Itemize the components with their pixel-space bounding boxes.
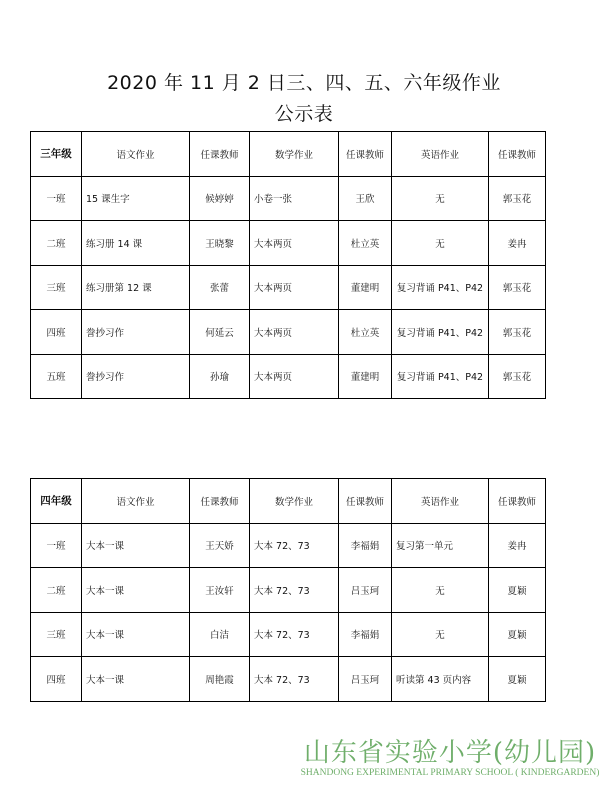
column-header: 数学作业 (250, 132, 339, 177)
teacher-cell: 王汝轩 (190, 568, 250, 613)
table-row (31, 354, 546, 399)
document-subtitle: 公示表 (274, 103, 334, 125)
chinese-homework-cell: 大本一课 (82, 612, 190, 657)
teacher-cell: 郭玉花 (489, 354, 546, 399)
table-row (31, 523, 546, 568)
column-header: 英语作业 (392, 132, 489, 177)
school-name-chinese: 山东省实验小学(幼儿园) (303, 738, 597, 768)
teacher-cell: 周艳霞 (190, 657, 250, 702)
column-header: 任课教师 (190, 132, 250, 177)
teacher-cell: 李福娟 (339, 523, 392, 568)
school-name-english: SHANDONG EXPERIMENTAL PRIMARY SCHOOL ( KINDERGARDEN) (300, 768, 600, 778)
math-homework-cell: 大本 72、73 (250, 612, 339, 657)
chinese-homework-cell: 大本一课 (82, 523, 190, 568)
column-header: 任课教师 (489, 132, 546, 177)
chinese-homework-cell: 大本一课 (82, 568, 190, 613)
chinese-homework-cell: 大本一课 (82, 657, 190, 702)
teacher-cell: 姜冉 (489, 523, 546, 568)
teacher-cell: 姜冉 (489, 221, 546, 266)
teacher-cell: 王天娇 (190, 523, 250, 568)
table-row (31, 310, 546, 355)
english-homework-cell: 无 (392, 568, 489, 613)
teacher-cell: 杜立英 (339, 221, 392, 266)
table-row (31, 176, 546, 221)
teacher-cell: 王欣 (339, 176, 392, 221)
chinese-homework-cell: 誊抄习作 (82, 310, 190, 355)
english-homework-cell: 复习背诵 P41、P42 (392, 265, 489, 310)
english-homework-cell: 听读第 43 页内容 (392, 657, 489, 702)
column-header: 任课教师 (339, 132, 392, 177)
class-cell: 一班 (31, 176, 82, 221)
math-homework-cell: 小卷一张 (250, 176, 339, 221)
teacher-cell: 董建明 (339, 265, 392, 310)
grade-header: 三年级 (31, 132, 82, 177)
column-header: 任课教师 (339, 479, 392, 524)
math-homework-cell: 大本两页 (250, 221, 339, 266)
class-cell: 五班 (31, 354, 82, 399)
class-cell: 三班 (31, 265, 82, 310)
column-header: 数学作业 (250, 479, 339, 524)
teacher-cell: 吕玉珂 (339, 568, 392, 613)
teacher-cell: 候婷婷 (190, 176, 250, 221)
document-title: 2020 年 11 月 2 日三、四、五、六年级作业 (107, 72, 501, 94)
class-cell: 四班 (31, 657, 82, 702)
column-header: 语文作业 (82, 132, 190, 177)
english-homework-cell: 无 (392, 221, 489, 266)
table-header-row (31, 132, 546, 177)
teacher-cell: 杜立英 (339, 310, 392, 355)
math-homework-cell: 大本两页 (250, 310, 339, 355)
teacher-cell: 吕玉珂 (339, 657, 392, 702)
math-homework-cell: 大本 72、73 (250, 568, 339, 613)
class-cell: 三班 (31, 612, 82, 657)
column-header: 英语作业 (392, 479, 489, 524)
class-cell: 二班 (31, 221, 82, 266)
english-homework-cell: 复习第一单元 (392, 523, 489, 568)
teacher-cell: 王晓黎 (190, 221, 250, 266)
chinese-homework-cell: 练习册第 12 课 (82, 265, 190, 310)
class-cell: 四班 (31, 310, 82, 355)
teacher-cell: 李福娟 (339, 612, 392, 657)
teacher-cell: 郭玉花 (489, 310, 546, 355)
teacher-cell: 孙瑜 (190, 354, 250, 399)
grade4-homework-table (30, 478, 546, 702)
teacher-cell: 夏颖 (489, 612, 546, 657)
column-header: 任课教师 (190, 479, 250, 524)
column-header: 语文作业 (82, 479, 190, 524)
table-row (31, 612, 546, 657)
math-homework-cell: 大本 72、73 (250, 523, 339, 568)
grade3-homework-table (30, 131, 546, 399)
teacher-cell: 白洁 (190, 612, 250, 657)
teacher-cell: 夏颖 (489, 657, 546, 702)
teacher-cell: 张蕾 (190, 265, 250, 310)
table-row (31, 221, 546, 266)
teacher-cell: 何延云 (190, 310, 250, 355)
teacher-cell: 郭玉花 (489, 176, 546, 221)
english-homework-cell: 复习背诵 P41、P42 (392, 354, 489, 399)
math-homework-cell: 大本 72、73 (250, 657, 339, 702)
table-row (31, 657, 546, 702)
math-homework-cell: 大本两页 (250, 265, 339, 310)
teacher-cell: 夏颖 (489, 568, 546, 613)
column-header: 任课教师 (489, 479, 546, 524)
class-cell: 二班 (31, 568, 82, 613)
chinese-homework-cell: 誊抄习作 (82, 354, 190, 399)
school-logo (300, 738, 600, 779)
table-row (31, 265, 546, 310)
english-homework-cell: 无 (392, 612, 489, 657)
class-cell: 一班 (31, 523, 82, 568)
grade-header: 四年级 (31, 479, 82, 524)
english-homework-cell: 无 (392, 176, 489, 221)
table-header-row (31, 479, 546, 524)
teacher-cell: 董建明 (339, 354, 392, 399)
teacher-cell: 郭玉花 (489, 265, 546, 310)
math-homework-cell: 大本两页 (250, 354, 339, 399)
chinese-homework-cell: 练习册 14 课 (82, 221, 190, 266)
table-row (31, 568, 546, 613)
chinese-homework-cell: 15 课生字 (82, 176, 190, 221)
english-homework-cell: 复习背诵 P41、P42 (392, 310, 489, 355)
